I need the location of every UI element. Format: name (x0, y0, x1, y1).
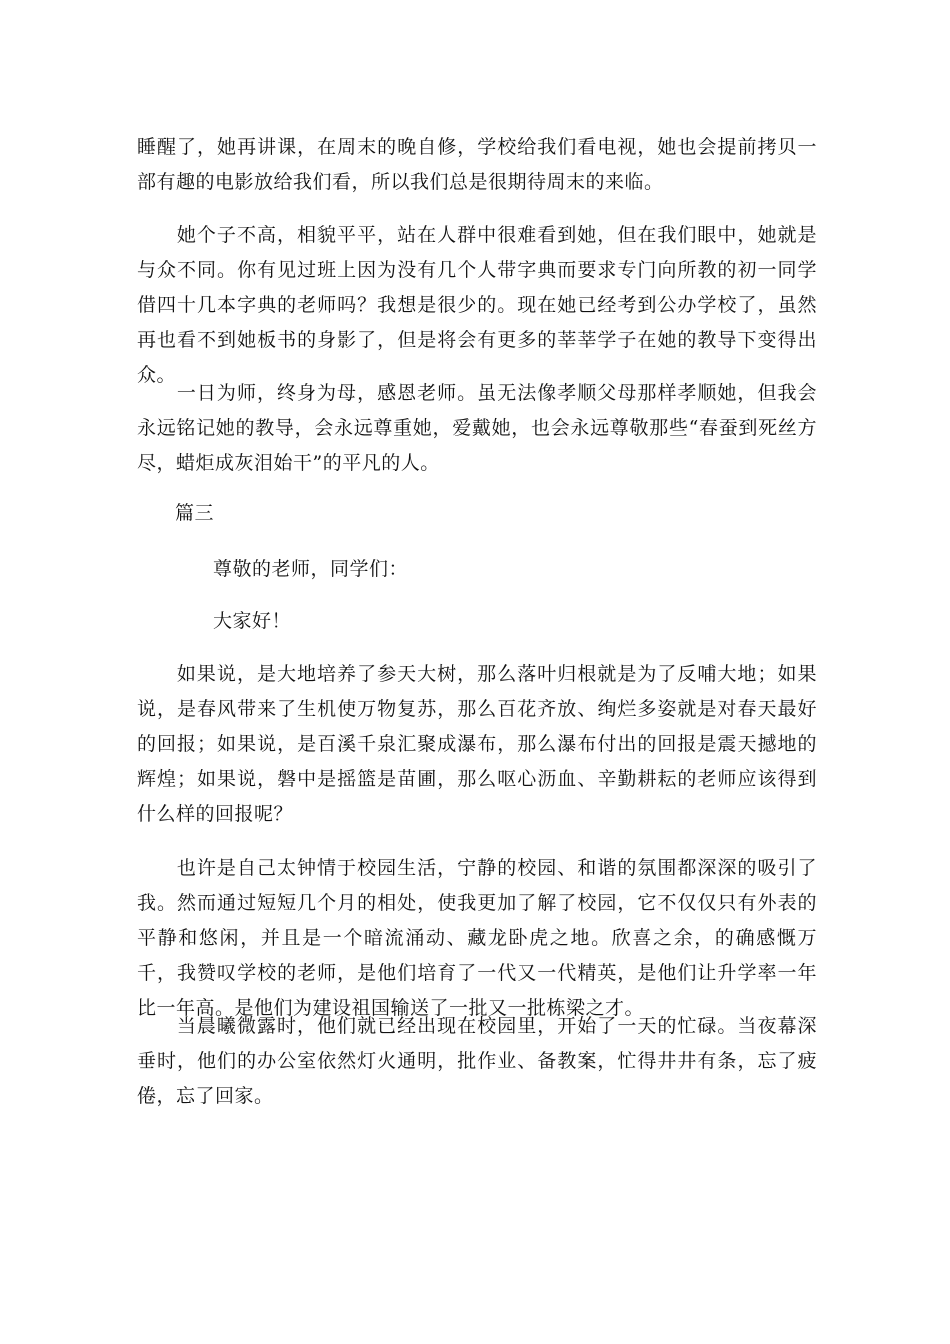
section-heading: 篇三 (175, 502, 215, 524)
paragraph-gratitude: 一日为师，终身为母，感恩老师。虽无法像孝顺父母那样孝顺她，但我会永远铭记她的教导，会永远尊重她，爱戴她，也会永远尊敬那些“春蚕到死丝方尽，蜡炬成灰泪始干”的平凡的人。 (137, 382, 817, 474)
paragraph-metaphors: 如果说，是大地培养了参天大树，那么落叶归根就是为了反哺大地；如果说，是春风带来了生机使万物复苏，那么百花齐放、绚烂多姿就是对春天最好的回报；如果说，是百溪千泉汇聚成瀑布，那么瀑布付出的回报是震天撼地的辉煌；如果说，磐中是摇篮是苗圃，那么呕心沥血、辛勤耕耘的老师应该得到什么样的回报呢？ (137, 663, 817, 825)
salutation: 尊敬的老师，同学们： (213, 558, 409, 580)
paragraph-teacher-appearance: 她个子不高，相貌平平，站在人群中很难看到她，但在我们眼中，她就是与众不同。你有见过班上因为没有几个人带字典而要求专门向所教的初一同学借四十几本字典的老师吗？我想是很少的。现在她已经考到公办学校了，虽然再也看不到她板书的身影了，但是将会有更多的莘莘学子在她的教导下变得出众。 (137, 224, 817, 386)
greeting: 大家好！ (213, 610, 292, 632)
paragraph-teachers-work: 当晨曦微露时，他们就已经出现在校园里，开始了一天的忙碌。当夜幕深垂时，他们的办公室依然灯火通明，批作业、备教案，忙得井井有条，忘了疲倦，忘了回家。 (137, 1015, 817, 1107)
paragraph-continuation: 睡醒了，她再讲课，在周末的晚自修，学校给我们看电视，她也会提前拷贝一部有趣的电影放给我们看，所以我们总是很期待周末的来临。 (137, 136, 817, 193)
paragraph-campus-life: 也许是自己太钟情于校园生活，宁静的校园、和谐的氛围都深深的吸引了我。然而通过短短几个月的相处，使我更加了解了校园，它不仅仅只有外表的平静和悠闲，并且是一个暗流涌动、藏龙卧虎之地。欣喜之余，的确感慨万千，我赞叹学校的老师，是他们培育了一代又一代精英，是他们让升学率一年比一年高。是他们为建设祖国输送了一批又一批栋梁之才。 (137, 857, 817, 1019)
